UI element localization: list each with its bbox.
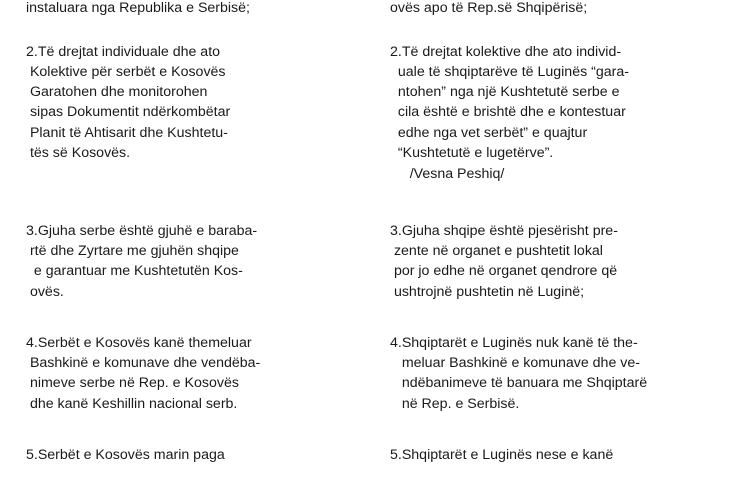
right-item-4-line-4: në Rep. e Serbisë. (390, 396, 520, 412)
right-item-3-line-2: zente në organet e pushtetit lokal (390, 243, 603, 259)
left-item-5-line-1: 5.Serbët e Kosovës marin paga (26, 447, 225, 463)
right-item-4-line-2: meluar Bashkinë e komunave dhe ve- (390, 355, 640, 371)
left-item-3-line-1: 3.Gjuha serbe është gjuhë e baraba- (26, 223, 258, 239)
left-item-2-line-2: Kolektive për serbët e Kosovës (26, 64, 226, 80)
right-item-2-author: /Vesna Peshiq/ (390, 166, 505, 182)
left-item-3-line-3: e garantuar me Kushtetutën Kos- (26, 263, 243, 279)
right-item-3-line-4: ushtrojnë pushtetin në Luginë; (390, 284, 585, 300)
left-item-3-line-4: ovës. (26, 284, 64, 300)
right-item-3-line-1: 3.Gjuha shqipe është pjesërisht pre- (390, 223, 618, 239)
right-item-4-line-1: 4.Shqiptarët e Luginës nuk kanë të the- (390, 335, 638, 351)
right-item-5-line-1: 5.Shqiptarët e Luginës nese e kanë (390, 447, 614, 463)
right-item-2-line-4: cila është e brishtë dhe e kontestuar (390, 104, 626, 120)
right-item-2-line-1: 2.Të drejtat kolektive dhe ato individ- (390, 44, 622, 60)
left-item-3-line-2: rtë dhe Zyrtare me gjuhën shqipe (26, 243, 239, 259)
left-item-2-line-3: Garatohen dhe monitorohen (26, 84, 208, 100)
right-line-1: ovës apo të Rep.së Shqipërisë; (390, 0, 588, 16)
right-item-2-line-6: “Kushtetutë e lugetërve”. (390, 145, 554, 161)
left-item-4-line-4: dhe kanë Keshillin nacional serb. (26, 396, 238, 412)
left-item-4-line-1: 4.Serbët e Kosovës kanë themeluar (26, 335, 252, 351)
left-item-4-line-3: nimeve serbe në Rep. e Kosovës (26, 375, 239, 391)
right-item-4-line-3: ndëbanimeve të banuara me Shqiptarë (390, 375, 648, 391)
left-item-2-line-4: sipas Dokumentit ndërkombëtar (26, 104, 231, 120)
left-item-2-line-1: 2.Të drejtat individuale dhe ato (26, 44, 221, 60)
left-item-4-line-2: Bashkinë e komunave dhe vendëba- (26, 355, 261, 371)
left-item-2-line-6: tës së Kosovës. (26, 145, 131, 161)
right-item-3-line-3: por jo edhe në organet qendrore që (390, 263, 618, 279)
left-line-1: instaluara nga Republika e Serbisë; (26, 0, 250, 16)
left-item-2-line-5: Planit të Ahtisarit dhe Kushtetu- (26, 125, 228, 141)
right-item-2-line-5: edhe nga vet serbët” e quajtur (390, 125, 588, 141)
right-item-2-line-3: ntohen” nga një Kushtetutë serbe e (390, 84, 620, 100)
right-item-2-line-2: uale të shqiptarëve të Luginës “gara- (390, 64, 629, 80)
